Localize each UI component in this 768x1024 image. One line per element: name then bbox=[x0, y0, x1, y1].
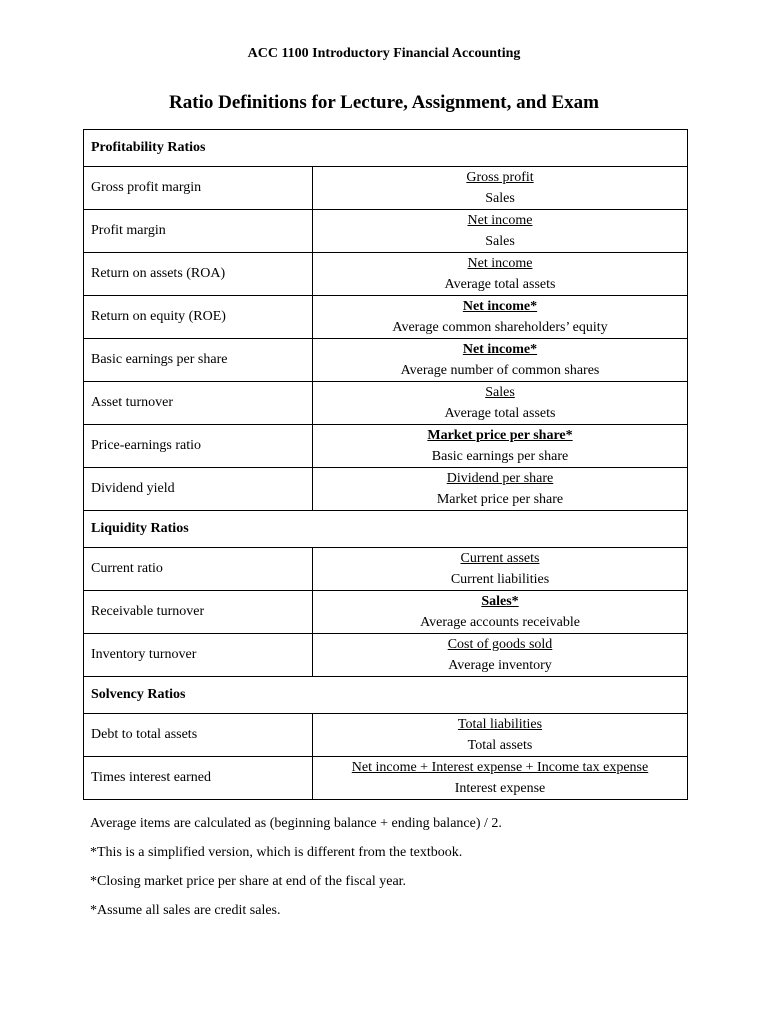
ratio-formula bbox=[313, 548, 688, 591]
section-row-solvency bbox=[84, 677, 688, 714]
formula-denominator: Average accounts receivable bbox=[420, 615, 580, 630]
formula-numerator: Net income bbox=[467, 256, 533, 271]
footnote: Average items are calculated as (beginning balance + ending balance) / 2. bbox=[90, 816, 502, 831]
ratio-row bbox=[84, 253, 688, 296]
ratio-row bbox=[84, 591, 688, 634]
ratio-formula bbox=[313, 253, 688, 296]
ratio-name: Times interest earned bbox=[84, 757, 313, 800]
ratio-formula bbox=[313, 425, 688, 468]
formula-denominator: Market price per share bbox=[436, 492, 564, 507]
section-row-profitability bbox=[84, 130, 688, 167]
ratio-formula bbox=[313, 210, 688, 253]
formula-numerator: Dividend per share bbox=[446, 471, 554, 486]
formula-numerator: Net income + Interest expense + Income tax expense bbox=[351, 760, 649, 775]
formula-denominator: Average total assets bbox=[444, 406, 556, 421]
formula-denominator: Basic earnings per share bbox=[431, 449, 569, 464]
ratio-name: Receivable turnover bbox=[84, 591, 313, 634]
footnotes bbox=[90, 814, 502, 930]
ratio-name: Basic earnings per share bbox=[84, 339, 313, 382]
ratio-row bbox=[84, 468, 688, 511]
ratio-name: Current ratio bbox=[84, 548, 313, 591]
ratio-formula bbox=[313, 339, 688, 382]
formula-numerator: Cost of goods sold bbox=[447, 637, 553, 652]
formula-denominator: Current liabilities bbox=[450, 572, 550, 587]
ratio-name: Profit margin bbox=[84, 210, 313, 253]
formula-denominator: Average inventory bbox=[448, 658, 552, 673]
ratio-name: Price-earnings ratio bbox=[84, 425, 313, 468]
ratio-name: Debt to total assets bbox=[84, 714, 313, 757]
footnote: *Assume all sales are credit sales. bbox=[90, 903, 281, 918]
formula-denominator: Total assets bbox=[467, 738, 533, 753]
formula-numerator: Sales* bbox=[481, 594, 519, 609]
ratio-row bbox=[84, 167, 688, 210]
ratio-table bbox=[83, 129, 688, 800]
ratio-formula bbox=[313, 634, 688, 677]
formula-denominator: Average common shareholders’ equity bbox=[392, 320, 608, 335]
footnote: *This is a simplified version, which is different from the textbook. bbox=[90, 845, 463, 860]
formula-denominator: Interest expense bbox=[454, 781, 546, 796]
ratio-formula bbox=[313, 757, 688, 800]
ratio-row bbox=[84, 296, 688, 339]
ratio-name: Gross profit margin bbox=[84, 167, 313, 210]
ratio-formula bbox=[313, 382, 688, 425]
formula-numerator: Current assets bbox=[460, 551, 540, 566]
ratio-row bbox=[84, 210, 688, 253]
ratio-row bbox=[84, 548, 688, 591]
formula-numerator: Net income bbox=[467, 213, 533, 228]
ratio-row bbox=[84, 714, 688, 757]
ratio-formula bbox=[313, 714, 688, 757]
ratio-formula bbox=[313, 296, 688, 339]
ratio-row bbox=[84, 339, 688, 382]
ratio-name: Dividend yield bbox=[84, 468, 313, 511]
formula-numerator: Market price per share* bbox=[427, 428, 573, 443]
ratio-formula bbox=[313, 468, 688, 511]
course-title: ACC 1100 Introductory Financial Accounting bbox=[247, 46, 521, 61]
formula-denominator: Sales bbox=[485, 234, 515, 249]
ratio-name: Return on assets (ROA) bbox=[84, 253, 313, 296]
formula-numerator: Net income* bbox=[462, 342, 538, 357]
ratio-name: Return on equity (ROE) bbox=[84, 296, 313, 339]
section-row-liquidity bbox=[84, 511, 688, 548]
formula-denominator: Average total assets bbox=[444, 277, 556, 292]
ratio-row bbox=[84, 382, 688, 425]
ratio-name: Inventory turnover bbox=[84, 634, 313, 677]
formula-numerator: Total liabilities bbox=[457, 717, 543, 732]
formula-denominator: Sales bbox=[485, 191, 515, 206]
section-heading: Solvency Ratios bbox=[84, 677, 688, 714]
ratio-name: Asset turnover bbox=[84, 382, 313, 425]
formula-denominator: Average number of common shares bbox=[400, 363, 600, 378]
ratio-row bbox=[84, 634, 688, 677]
ratio-row bbox=[84, 425, 688, 468]
ratio-row bbox=[84, 757, 688, 800]
formula-numerator: Gross profit bbox=[466, 170, 534, 185]
section-heading: Liquidity Ratios bbox=[84, 511, 688, 548]
footnote: *Closing market price per share at end of the fiscal year. bbox=[90, 874, 407, 889]
formula-numerator: Net income* bbox=[462, 299, 538, 314]
formula-numerator: Sales bbox=[485, 385, 515, 400]
page-title: Ratio Definitions for Lecture, Assignment, and Exam bbox=[169, 92, 599, 113]
section-heading: Profitability Ratios bbox=[84, 130, 688, 167]
ratio-formula bbox=[313, 167, 688, 210]
ratio-formula bbox=[313, 591, 688, 634]
